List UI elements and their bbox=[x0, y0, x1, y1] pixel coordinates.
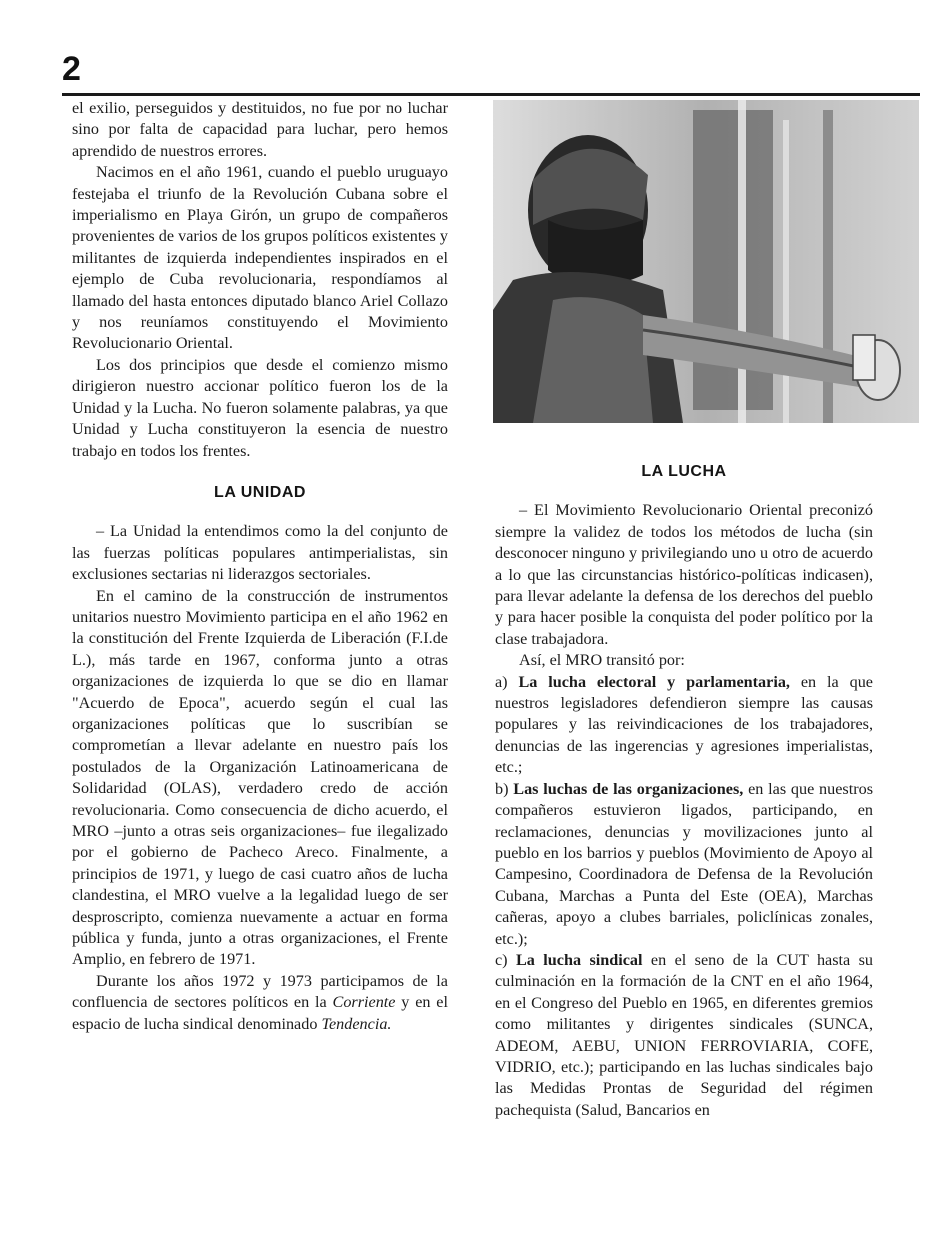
text-run: en la que nuestros legisladores defendieron siempre las causas populares y las reivindicaciones de los trabajadores, denuncias de las ingerencias y agresiones imperialistas, etc.; bbox=[495, 672, 873, 777]
protest-photo bbox=[493, 100, 919, 423]
photo-illustration bbox=[493, 100, 919, 423]
left-column bbox=[72, 98, 448, 1035]
paragraph: Así, el MRO transitó por: bbox=[519, 651, 685, 670]
list-marker: b) bbox=[495, 779, 514, 798]
paragraph: – El Movimiento Revolucionario Oriental preconizó siempre la validez de todos los métodos de lucha (sin desconocer ninguno y privilegiando uno u otro de acuerdo a lo que las circunstancias histórico-políticas indicasen), para llevar adelante la defensa de los derechos del pueblo y para hacer posible la conquista del poder político por la clase trabajadora. bbox=[495, 501, 873, 648]
paragraph: Nacimos en el año 1961, cuando el pueblo uruguayo festejaba el triunfo de la Revolución Cubana sobre el imperialismo en Playa Girón, un grupo de compañeros provenientes de varios de los grupos políticos existentes y militantes de izquierda independientes inspirados en el ejemplo de Cuba revolucionaria, respondíamos al llamado del hasta entonces diputado blanco Ariel Collazo y nos reuníamos constituyendo el Movimiento Revolucionario Oriental. bbox=[72, 163, 448, 353]
bold-term: Las luchas de las organizaciones, bbox=[513, 779, 744, 798]
text-run: Durante los años 1972 y 1973 participamos de la confluencia de sectores políticos en la bbox=[72, 971, 448, 1012]
section-title-la-lucha: LA LUCHA bbox=[641, 463, 727, 480]
list-marker: a) bbox=[495, 672, 519, 691]
text-run: y en el espacio de lucha sindical denominado bbox=[72, 993, 448, 1033]
list-item-a bbox=[495, 672, 873, 779]
list-marker: c) bbox=[495, 950, 516, 969]
italic-term-corriente: Corriente bbox=[332, 993, 396, 1012]
paragraph: – La Unidad la entendimos como la del conjunto de las fuerzas políticas populares antimperialistas, sin exclusiones sectarias ni liderazgos sectoriales. bbox=[72, 522, 448, 584]
italic-term-tendencia: Tendencia. bbox=[321, 1014, 392, 1033]
list-item-c bbox=[495, 950, 873, 1121]
header-rule bbox=[62, 93, 920, 96]
page-number: 2 bbox=[62, 50, 81, 88]
bold-term: La lucha sindical bbox=[515, 950, 643, 969]
text-run: en las que nuestros compañeros estuvieron ligados, participando, en reclamaciones, denuncias y movilizaciones junto al pueblo en los barrios y pueblos (Movimiento de Apoyo al Campesino, Coordinadora de Defensa de la Revolución Cubana, Marchas a Punta del Este (OEA), Marchas cañeras, apoyo a clubes barriales, policlínicas zonales, etc.); bbox=[495, 779, 874, 948]
text-run: en el seno de la CUT hasta su culminación en la formación de la CNT en el año 1964, en el Congreso del Pueblo en 1965, en diferentes gremios como militantes y dirigentes sindicales (SUNCA, ADEOM, AEBU, UNION FERROVIARIA, COFE, VIDRIO, etc.); participando en las luchas sindicales bajo las Medidas Prontas de Seguridad del régimen pachequista (Salud, Bancarios en bbox=[495, 950, 874, 1119]
paragraph: Los dos principios que desde el comienzo mismo dirigieron nuestro accionar político fueron los de la Unidad y la Lucha. No fueron solamente palabras, ya que Unidad y Lucha constituyeron la esencia de nuestro trabajo en todos los frentes. bbox=[72, 355, 448, 460]
right-column bbox=[495, 100, 873, 1121]
paragraph: En el camino de la construcción de instrumentos unitarios nuestro Movimiento participa en el año 1962 en la constitución del Frente Izquierda de Liberación (F.I.de L.), más tarde en 1967, conforma junto a otras organizaciones de izquierda lo que se dio en llamar "Acuerdo de Epoca", acuerdo según el cual las organizaciones políticas que lo suscribían se comprometían a llevar adelante en nuestro país los postulados de la Organización Latinoamericana de Solidaridad (OLAS), verdadero credo de acción revolucionaria. Como consecuencia de dicho acuerdo, el MRO –junto a otras seis organizaciones– fue ilegalizado por el gobierno de Pacheco Areco. Finalmente, a principios de 1971, y luego de casi cuatro años de lucha clandestina, el MRO vuelve a la legalidad luego de ser desproscripto, comienza nuevamente a actuar en forma pública y funda, junto a otras organizaciones, el Frente Amplio, en febrero de 1971. bbox=[72, 586, 448, 969]
paragraph: el exilio, perseguidos y destituidos, no fue por no luchar sino por falta de capacidad para luchar, pero hemos aprendido de nuestros errores. bbox=[72, 99, 448, 160]
paragraph bbox=[72, 971, 448, 1035]
section-title-la-unidad: LA UNIDAD bbox=[214, 483, 306, 501]
bold-term: La lucha electoral y parlamentaria, bbox=[518, 672, 790, 691]
list-item-b bbox=[495, 779, 873, 950]
